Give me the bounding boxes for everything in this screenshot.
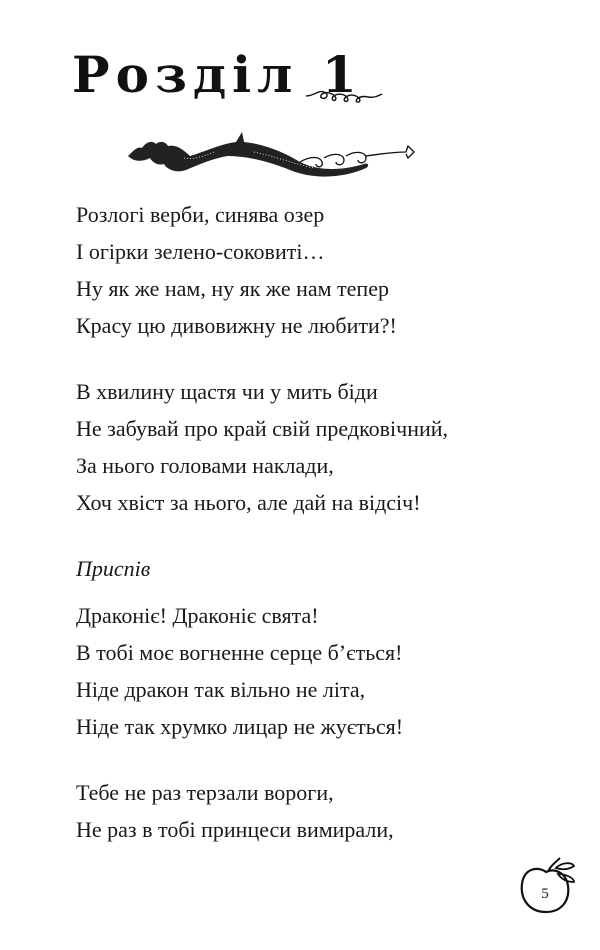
stanza <box>76 373 556 521</box>
poem-line: Не раз в тобі принцеси вимирали, <box>76 817 394 842</box>
poem <box>76 196 556 877</box>
apple-badge-icon <box>516 854 580 916</box>
chapter-title: Розділ 1 <box>72 45 363 104</box>
poem-line: Красу цю дивовижну не любити?! <box>76 313 397 338</box>
poem-line: Ніде дракон так вільно не літа, <box>76 677 366 702</box>
refrain <box>76 597 556 745</box>
poem-line: Хоч хвіст за нього, але дай на відсіч! <box>76 490 421 515</box>
stanza <box>76 196 556 344</box>
poem-line: В хвилину щастя чи у мить біди <box>76 379 378 404</box>
poem-line: За нього головами наклади, <box>76 453 334 478</box>
page-number: 5 <box>541 886 549 902</box>
poem-line: Ніде так хрумко лицар не жується! <box>76 714 404 739</box>
poem-line: В тобі моє вогненне серце б’ється! <box>76 640 403 665</box>
poem-line: Тебе не раз терзали вороги, <box>76 780 334 805</box>
poem-line: Ну як же нам, ну як же нам тепер <box>76 276 389 301</box>
poem-line: І огірки зелено-соковиті… <box>76 239 325 264</box>
poem-line: Не забувай про край свій предковічний, <box>76 416 449 441</box>
poem-line: Розлогі верби, синява озер <box>76 202 325 227</box>
stanza <box>76 774 556 848</box>
swirl-flourish-icon <box>304 82 384 106</box>
dragon-ornament-icon <box>124 122 420 184</box>
refrain-label: Приспів <box>76 556 151 581</box>
poem-line: Драконіє! Драконіє свята! <box>76 603 319 628</box>
